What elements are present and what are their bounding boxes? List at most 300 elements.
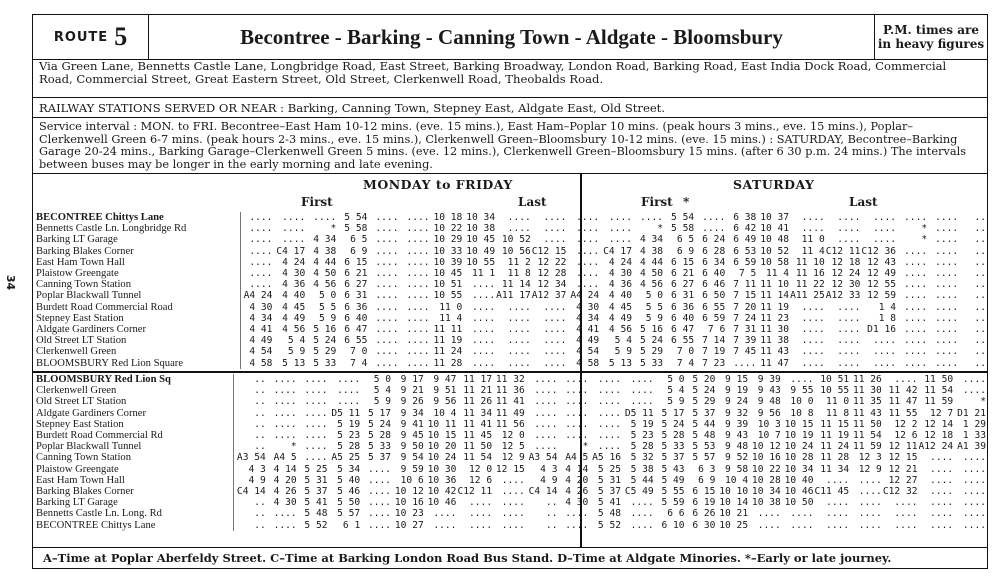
time-cell: 5 13 xyxy=(282,357,306,369)
time-cell: .... xyxy=(543,324,567,336)
time-cell: 11 55 xyxy=(888,407,918,419)
time-cell: .. xyxy=(234,441,267,452)
time-cell: 11 59 xyxy=(852,441,882,453)
route-header xyxy=(32,14,988,60)
time-cell: 5 44 xyxy=(692,418,716,430)
time-cell: .... xyxy=(801,212,825,223)
mf-last-label: Last xyxy=(518,195,547,209)
table-row xyxy=(33,279,987,290)
time-cell: 11 0 xyxy=(801,234,825,246)
time-cell: .... xyxy=(935,357,959,369)
time-cell: 5 4 xyxy=(373,385,392,397)
time-cell: 12 11 xyxy=(888,441,918,453)
time-cell: 10 38 xyxy=(466,223,496,235)
time-cell: 6 42 xyxy=(733,223,757,235)
time-cell: 5 25 xyxy=(597,463,622,475)
time-cell: 11 30 xyxy=(852,385,882,397)
stop-name: Aldgate Gardiners Corner xyxy=(36,324,147,336)
time-cell: 5 55 xyxy=(661,486,685,498)
time-cell: .... xyxy=(406,301,430,313)
time-cell: 11 28 xyxy=(820,452,850,464)
time-cell: .. xyxy=(974,335,986,347)
time-cell: 4 54 xyxy=(240,346,273,357)
time-cell: 5 59 xyxy=(661,497,685,509)
time-cell: .... xyxy=(406,346,430,358)
time-cell: .... xyxy=(826,519,850,531)
time-cell: 9 39 xyxy=(757,374,781,385)
time-cell: 5 25 xyxy=(304,463,328,475)
time-cell: .. xyxy=(974,324,986,336)
time-cell: .... xyxy=(375,324,399,336)
time-cell: 10 23 xyxy=(394,508,424,520)
time-cell: 4 44 xyxy=(313,256,337,268)
time-cell: 5 40 xyxy=(337,474,361,486)
time-cell: 5 0 xyxy=(667,374,685,385)
time-cell: .. xyxy=(234,396,267,407)
time-cell: 11 59 xyxy=(924,396,954,408)
time-cell: 4 45 xyxy=(608,301,632,313)
time-cell: 10 55 xyxy=(466,256,496,268)
time-cell: .... xyxy=(962,452,986,464)
time-cell: 6 31 xyxy=(671,290,695,302)
time-cell: 12 18 xyxy=(924,430,954,442)
time-cell: 4 20 xyxy=(565,474,589,486)
time-cell: 10 16 xyxy=(751,452,781,464)
time-cell: 4 9 xyxy=(540,474,558,486)
time-cell: .... xyxy=(501,508,525,520)
time-cell: 5 37 xyxy=(367,452,392,464)
time-cell: 5 28 xyxy=(630,441,654,453)
time-cell: 7 11 xyxy=(733,279,757,291)
time-cell: 5 9 xyxy=(373,396,392,408)
time-cell: C12 11 xyxy=(457,486,493,498)
time-cell: .... xyxy=(904,290,928,302)
time-cell: 10 28 xyxy=(784,452,814,464)
time-cell: .... xyxy=(507,312,531,324)
time-cell: .... xyxy=(801,346,825,358)
time-cell: 11 23 xyxy=(760,312,790,324)
time-cell: 5 24 xyxy=(313,335,337,347)
time-cell: 5 0 xyxy=(319,290,337,302)
time-cell: 6 47 xyxy=(344,324,368,336)
time-cell: 11 0 xyxy=(439,301,463,313)
time-cell: 4 14 xyxy=(273,463,297,475)
time-cell: .... xyxy=(935,268,959,280)
time-cell: .... xyxy=(501,519,525,531)
time-cell: 10 42 xyxy=(427,486,457,498)
time-cell: 12 18 xyxy=(831,256,861,268)
time-cell: .... xyxy=(240,246,273,257)
time-cell: 4 30 xyxy=(608,268,632,280)
time-cell: .... xyxy=(543,234,567,246)
table-row xyxy=(33,358,987,369)
time-cell: .... xyxy=(904,268,928,280)
time-cell: 4 36 xyxy=(282,279,306,291)
time-cell: 5 52 xyxy=(597,519,622,531)
time-cell: .... xyxy=(501,497,525,509)
time-cell: 5 48 xyxy=(304,508,328,520)
time-cell: 10 51 xyxy=(820,374,850,385)
time-cell: .. xyxy=(234,508,267,519)
time-cell: .... xyxy=(930,452,954,464)
table-row xyxy=(33,475,987,486)
time-cell: .... xyxy=(608,234,632,246)
time-cell: .... xyxy=(367,519,392,531)
stop-name: BLOOMSBURY Red Lion Sq xyxy=(36,374,171,385)
stop-name: Stepney East Station xyxy=(36,418,124,430)
time-cell: 10 51 xyxy=(433,279,463,291)
time-cell: .... xyxy=(406,223,430,235)
time-cell: 4 34 xyxy=(639,234,664,246)
time-cell: 6 55 xyxy=(344,335,368,347)
time-cell: 4 54 xyxy=(576,346,600,358)
time-cell: D5 11 xyxy=(331,407,361,419)
time-cell: 9 39 xyxy=(725,418,749,430)
time-cell: .... xyxy=(872,234,897,246)
time-cell: .... xyxy=(935,256,959,268)
time-cell: .... xyxy=(304,430,328,442)
time-cell: 5 29 xyxy=(692,396,716,408)
railway-stations: RAILWAY STATIONS SERVED OR NEAR : Barking, Canning Town, Stepney East, Aldgate East, Old Street. xyxy=(32,98,988,118)
time-cell: 11 38 xyxy=(760,335,790,347)
time-cell: .. xyxy=(234,408,267,419)
time-cell: .. xyxy=(974,223,986,235)
time-cell: .... xyxy=(337,374,361,385)
table-row xyxy=(33,441,987,452)
time-cell: .... xyxy=(858,497,882,509)
time-cell: .... xyxy=(313,212,337,223)
time-cell: 10 52 xyxy=(501,234,531,246)
time-cell: .... xyxy=(935,290,959,302)
time-cell: 12 59 xyxy=(867,290,897,302)
time-cell: 5 24 xyxy=(639,335,664,347)
time-cell: .... xyxy=(472,279,496,291)
time-cell: 10 55 xyxy=(820,385,850,397)
time-cell: .... xyxy=(304,418,328,430)
time-cell: 10 15 xyxy=(784,418,814,430)
time-cell: .... xyxy=(240,279,273,290)
time-cell: .... xyxy=(801,324,825,336)
time-cell: .... xyxy=(406,357,430,369)
time-cell: 4 50 xyxy=(313,268,337,280)
time-cell: 1 33 xyxy=(962,430,986,442)
time-cell: .... xyxy=(733,357,757,369)
time-cell: 6 55 xyxy=(702,301,726,313)
time-cell: 6 47 xyxy=(671,324,695,336)
time-cell: 5 9 xyxy=(614,346,632,358)
time-cell: .... xyxy=(962,374,986,385)
table-row xyxy=(33,452,987,463)
time-cell: .... xyxy=(273,407,297,419)
time-cell: .. xyxy=(974,312,986,324)
time-cell: .... xyxy=(935,245,959,257)
time-cell: 11 47 xyxy=(888,396,918,408)
route-title: Becontree - Barking - Canning Town - Aldgate - Bloomsbury xyxy=(240,24,783,49)
time-cell: 7 31 xyxy=(733,324,757,336)
time-cell: .... xyxy=(534,418,558,430)
time-cell: 11 54 xyxy=(852,430,882,442)
time-cell: .... xyxy=(894,508,918,520)
time-cell: 4 3 xyxy=(540,463,558,475)
time-cell: 7 23 xyxy=(702,357,726,369)
time-cell: 10 45 xyxy=(433,268,463,280)
time-cell: .... xyxy=(962,519,986,531)
time-cell: 10 38 xyxy=(751,497,781,509)
time-cell: * xyxy=(980,396,986,408)
time-cell: .... xyxy=(935,346,959,358)
time-cell: .... xyxy=(904,335,928,347)
time-cell: 1 8 xyxy=(878,312,897,324)
time-cell: 9 41 xyxy=(400,418,424,430)
time-cell: 9 34 xyxy=(400,407,424,419)
time-cell: .. xyxy=(974,301,986,313)
time-cell: .... xyxy=(576,268,600,280)
stop-name: BECONTREE Chittys Lane xyxy=(36,212,164,223)
table-row xyxy=(33,374,987,385)
time-cell: 1 4 xyxy=(878,301,897,313)
time-cell: 5 48 xyxy=(597,508,622,520)
time-cell: 6 19 xyxy=(692,497,716,509)
stop-name: Poplar Blackwall Tunnel xyxy=(36,290,142,302)
time-cell: 10 56 xyxy=(501,245,531,257)
time-cell: A1 39 xyxy=(957,441,986,453)
time-cell: .... xyxy=(935,234,959,246)
time-cell: 5 9 xyxy=(319,312,337,324)
time-cell: .... xyxy=(565,374,589,385)
time-cell: 5 9 xyxy=(645,312,664,324)
time-cell: 10 34 xyxy=(466,212,496,223)
time-cell: .... xyxy=(930,508,954,520)
time-cell: .... xyxy=(565,508,589,520)
route-number: 5 xyxy=(114,22,128,51)
time-cell: 6 36 xyxy=(344,301,368,313)
time-cell: .... xyxy=(837,335,861,347)
time-cell: .... xyxy=(858,508,882,520)
time-cell: 6 30 xyxy=(692,519,716,531)
time-cell: .... xyxy=(240,212,273,223)
time-cell: 11 4 xyxy=(439,312,463,324)
time-cell: 11 50 xyxy=(463,441,493,453)
mf-heading: MONDAY to FRIDAY xyxy=(363,177,513,192)
stop-name: Burdett Road Commercial Rd xyxy=(36,430,163,442)
time-cell: * xyxy=(290,441,297,453)
time-cell: 7 39 xyxy=(733,335,757,347)
time-cell: 11 4 xyxy=(765,268,790,280)
time-cell: .... xyxy=(702,212,726,223)
time-cell: 11 30 xyxy=(760,324,790,336)
stop-name: Clerkenwell Green xyxy=(36,346,117,358)
time-cell: 10 33 xyxy=(433,245,463,257)
time-cell: 12 7 xyxy=(930,407,954,419)
time-cell: 6 40 xyxy=(671,312,695,324)
time-cell: 10 22 xyxy=(751,463,781,475)
time-cell: 10 48 xyxy=(760,234,790,246)
time-cell: D1 16 xyxy=(867,324,897,336)
table-row xyxy=(33,464,987,475)
time-cell: .. xyxy=(545,508,558,520)
time-cell: 5 9 xyxy=(667,396,685,408)
time-cell: 5 37 xyxy=(597,486,622,498)
time-cell: 6 59 xyxy=(702,312,726,324)
time-cell: .... xyxy=(930,463,954,475)
time-cell: .... xyxy=(930,519,954,531)
time-cell: 5 0 xyxy=(373,374,392,385)
time-cell: 4 49 xyxy=(240,335,273,346)
time-cell: 5 37 xyxy=(304,486,328,498)
time-cell: A3 54 xyxy=(234,452,267,463)
time-cell: 5 19 xyxy=(337,418,361,430)
time-cell: 10 29 xyxy=(433,234,463,246)
time-cell: A12 33 xyxy=(825,290,861,302)
time-cell: .... xyxy=(935,212,959,223)
time-cell: .... xyxy=(757,508,781,520)
table-row xyxy=(33,508,987,519)
time-cell: .... xyxy=(872,223,897,235)
time-cell: .... xyxy=(935,279,959,291)
time-cell: 9 26 xyxy=(400,396,424,408)
table-row xyxy=(33,302,987,313)
time-cell: 11 34 xyxy=(820,463,850,475)
time-cell: * xyxy=(657,223,664,235)
time-cell: C5 49 xyxy=(624,486,654,498)
time-cell: .... xyxy=(534,385,558,397)
time-cell: .... xyxy=(304,374,328,385)
time-cell: .... xyxy=(375,290,399,302)
time-cell: 11 32 xyxy=(495,374,525,385)
stop-name: Barking Blakes Corner xyxy=(36,245,134,257)
time-cell: 4 24 xyxy=(608,256,632,268)
time-cell: 4 30 xyxy=(282,268,306,280)
time-cell: .... xyxy=(608,223,632,235)
time-cell: .... xyxy=(472,301,496,313)
time-cell: C4 14 xyxy=(528,486,558,498)
time-cell: .... xyxy=(304,441,328,453)
time-cell: .... xyxy=(406,234,430,246)
time-cell: 6 28 xyxy=(702,245,726,257)
time-cell: 4 45 xyxy=(282,301,306,313)
time-cell: 12 49 xyxy=(867,268,897,280)
time-cell: 11 15 xyxy=(820,418,850,430)
time-cell: 5 24 xyxy=(692,385,716,397)
time-cell: 5 29 xyxy=(313,346,337,358)
time-cell: 12 3 xyxy=(858,452,882,464)
time-cell: 11 50 xyxy=(924,374,954,385)
time-cell: 11 21 xyxy=(463,385,493,397)
time-cell: 5 57 xyxy=(337,508,361,520)
time-cell: .... xyxy=(962,385,986,397)
time-cell: * xyxy=(330,223,337,235)
time-cell: .... xyxy=(757,519,781,531)
time-cell: 11 10 xyxy=(760,279,790,291)
time-cell: .... xyxy=(597,374,622,385)
time-cell: 5 0 xyxy=(645,290,664,302)
time-cell: .... xyxy=(826,474,850,486)
time-cell: .... xyxy=(282,234,306,246)
time-cell: .. xyxy=(974,256,986,268)
time-cell: 4 41 xyxy=(576,324,600,336)
time-cell: .... xyxy=(858,486,882,498)
time-cell: .... xyxy=(375,335,399,347)
timetable xyxy=(32,174,988,548)
time-cell: 11 19 xyxy=(760,301,790,313)
time-cell: 5 31 xyxy=(597,474,622,486)
time-cell: 5 33 xyxy=(313,357,337,369)
time-cell: .... xyxy=(962,508,986,520)
time-cell: 4 26 xyxy=(273,486,297,498)
time-cell: .... xyxy=(565,418,589,430)
time-cell: 10 3 xyxy=(757,418,781,430)
time-cell: 10 16 xyxy=(394,497,424,509)
time-cell: .... xyxy=(472,312,496,324)
time-cell: 5 31 xyxy=(304,474,328,486)
time-cell: 5 9 xyxy=(287,346,306,358)
time-cell: 12 5 xyxy=(501,441,525,453)
time-cell: 10 19 xyxy=(784,430,814,442)
time-cell: A11 25 xyxy=(790,290,825,302)
time-cell: .... xyxy=(790,508,814,520)
stop-name: East Ham Town Hall xyxy=(36,474,125,486)
time-cell: 5 28 xyxy=(661,430,685,442)
time-cell: .... xyxy=(597,441,622,453)
time-cell: .... xyxy=(375,256,399,268)
time-cell: 9 45 xyxy=(400,430,424,442)
time-cell: 10 12 xyxy=(751,441,781,453)
time-cell: .... xyxy=(837,223,861,235)
time-cell: .... xyxy=(608,212,632,223)
time-cell: 6 34 xyxy=(702,256,726,268)
time-cell: 6 15 xyxy=(344,256,368,268)
time-cell: 11 24 xyxy=(433,346,463,358)
time-cell: .... xyxy=(801,357,825,369)
timetable-page xyxy=(4,6,988,577)
time-cell: C4 14 xyxy=(234,486,267,497)
time-cell: 7 5 xyxy=(738,268,757,280)
time-cell: 6 53 xyxy=(733,245,757,257)
stop-name: Plaistow Greengate xyxy=(36,463,119,475)
table-row xyxy=(33,223,987,234)
table-row xyxy=(33,212,987,223)
time-cell: .. xyxy=(234,374,267,385)
time-cell: 12 30 xyxy=(831,279,861,291)
time-cell: 10 30 xyxy=(427,463,457,475)
table-row xyxy=(33,408,987,419)
time-cell: .... xyxy=(469,497,493,509)
time-cell: 9 56 xyxy=(757,407,781,419)
time-cell: 6 9 xyxy=(350,245,368,257)
time-cell: 5 20 xyxy=(692,374,716,385)
time-cell: .... xyxy=(904,245,928,257)
table-row xyxy=(33,419,987,430)
time-cell: 10 14 xyxy=(719,497,749,509)
time-cell: 7 20 xyxy=(733,301,757,313)
time-cell: 7 15 xyxy=(733,290,757,302)
time-cell: .... xyxy=(904,346,928,358)
time-cell: .... xyxy=(790,519,814,531)
time-cell: 11 22 xyxy=(795,279,825,291)
time-cell: .... xyxy=(273,385,297,397)
time-cell: 6 1 xyxy=(342,519,361,531)
time-cell: .... xyxy=(543,312,567,324)
time-cell: .... xyxy=(240,223,273,234)
time-cell: 10 10 xyxy=(719,486,749,498)
time-cell: 6 59 xyxy=(733,256,757,268)
time-cell: .... xyxy=(872,212,897,223)
time-cell: 5 5 xyxy=(645,301,664,313)
time-cell: .... xyxy=(433,508,457,520)
time-cell: .... xyxy=(367,486,392,498)
time-cell: .... xyxy=(543,335,567,347)
time-cell: 10 55 xyxy=(433,290,463,302)
